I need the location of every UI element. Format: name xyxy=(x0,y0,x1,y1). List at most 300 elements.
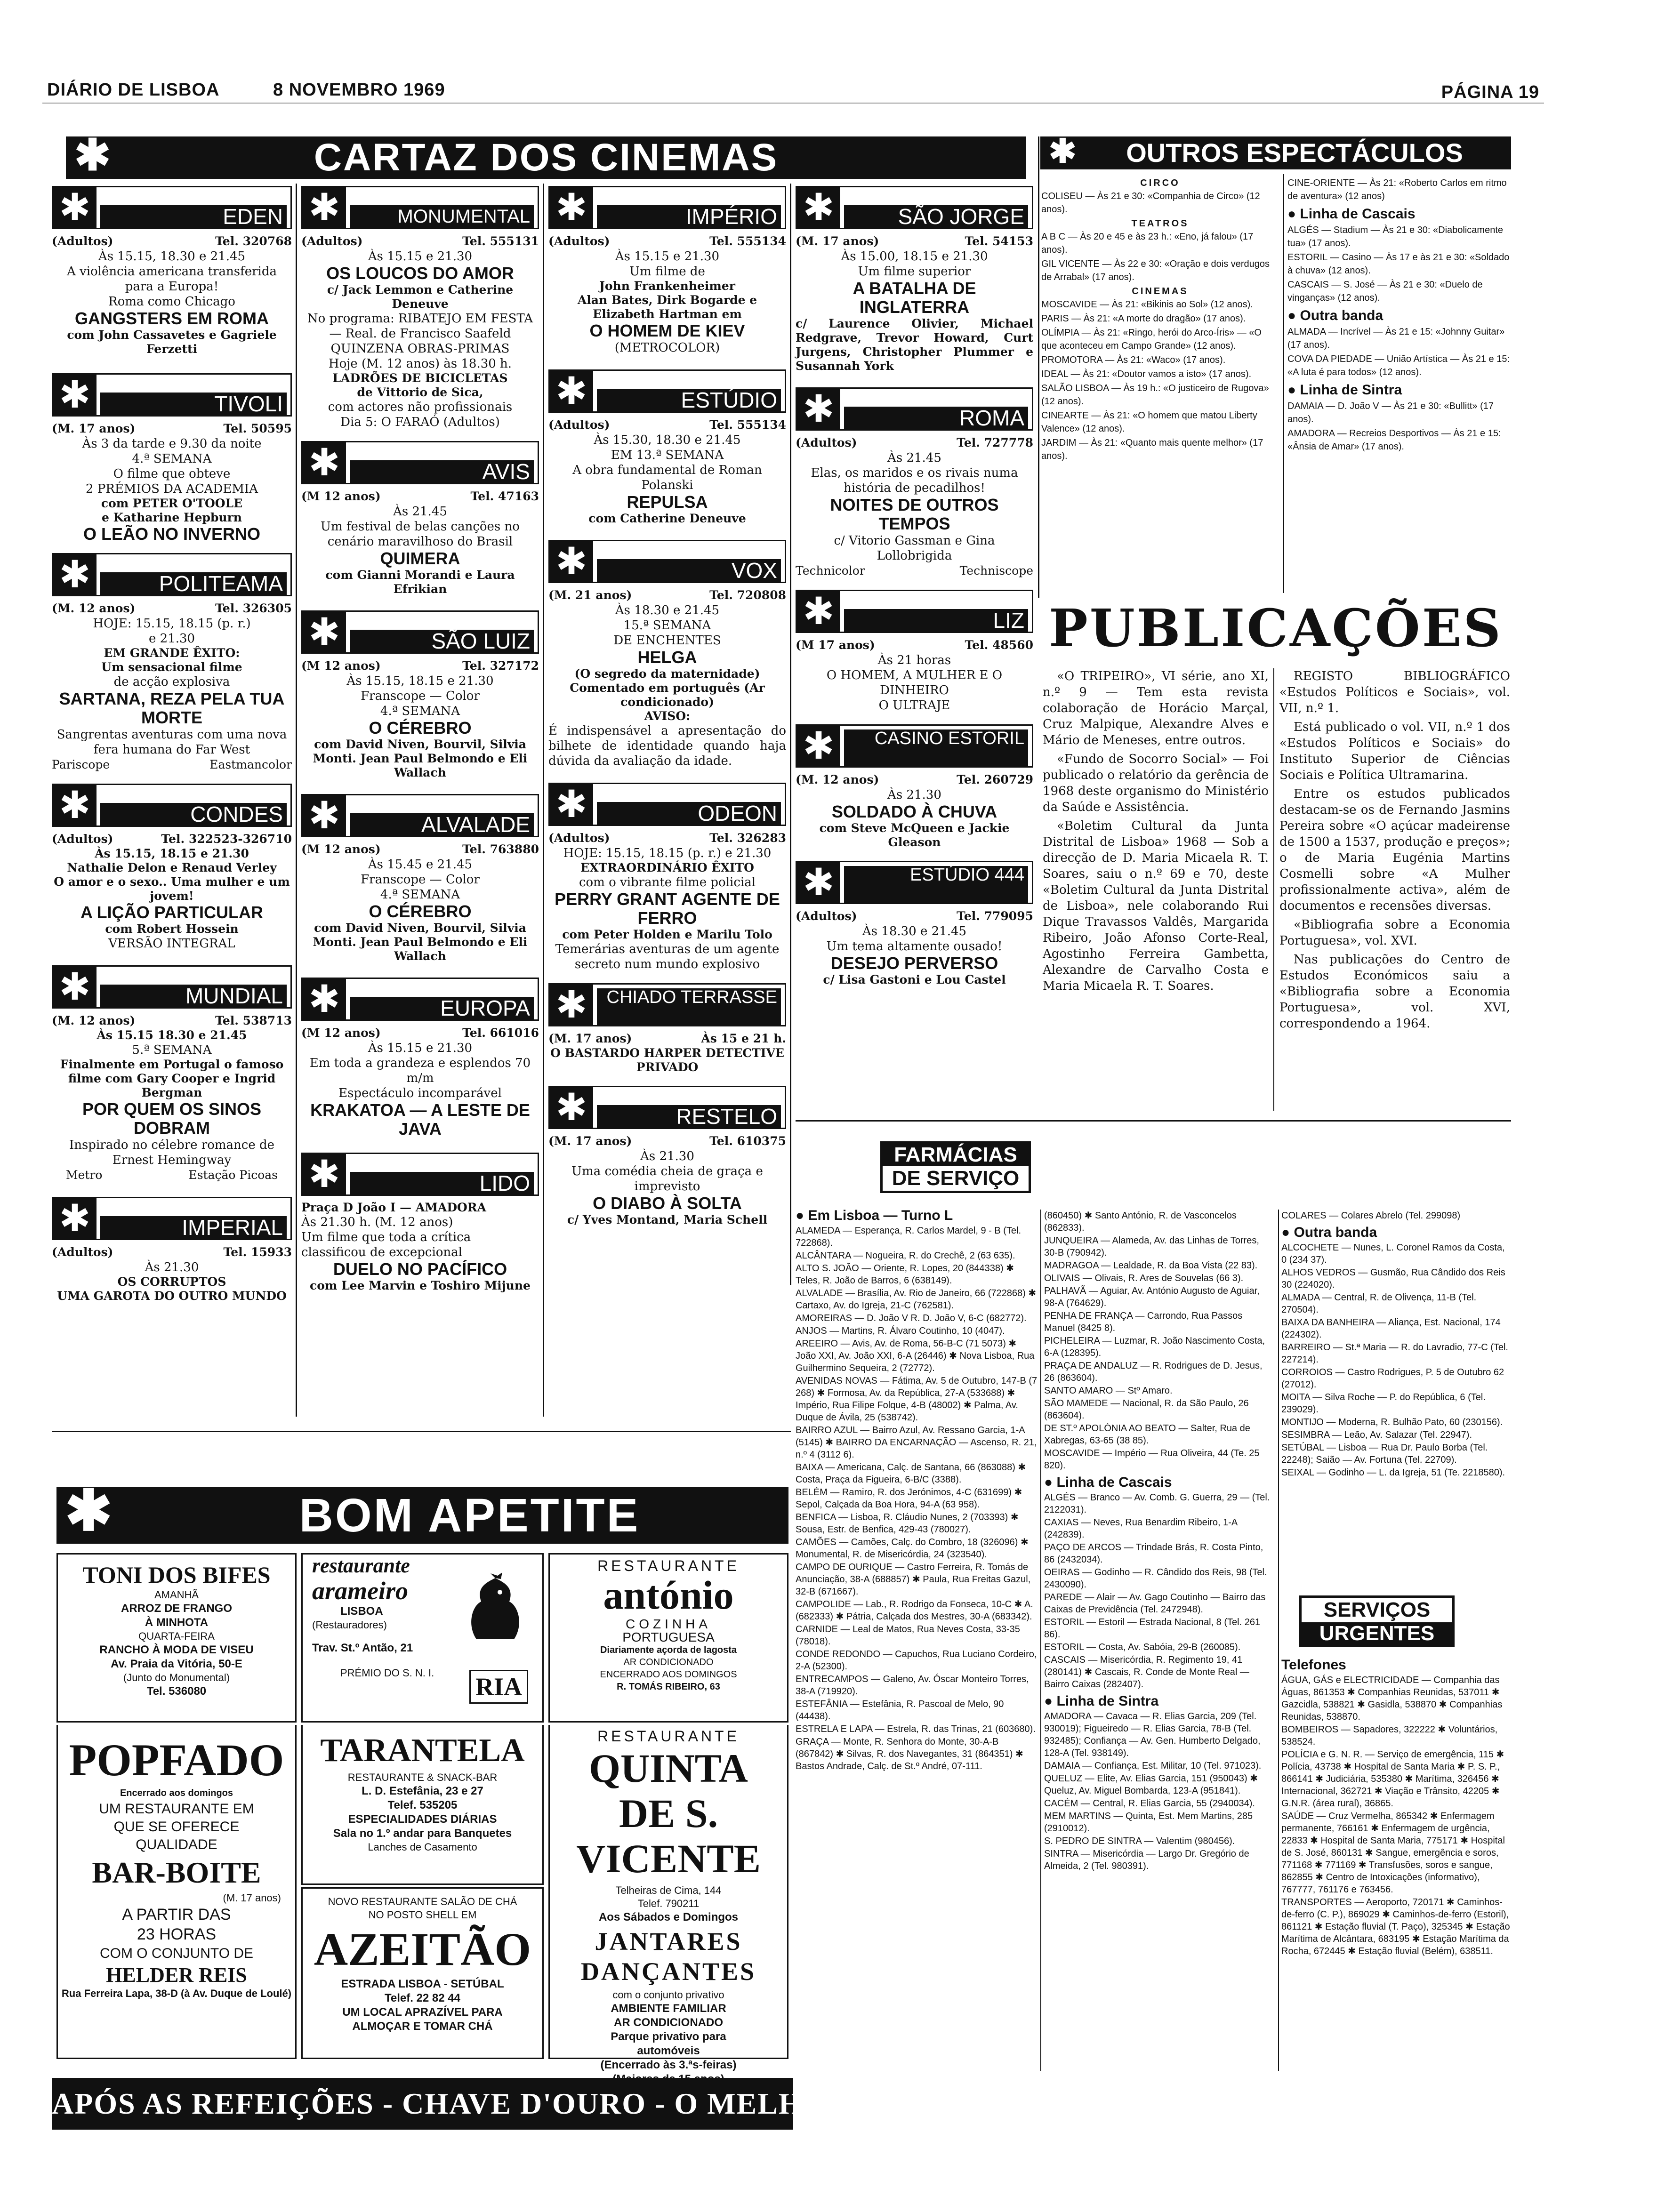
ad-line: ALMOÇAR E TOMAR CHÁ xyxy=(352,2020,493,2033)
pharmacy-entry: MEM MARTINS — Quinta, Est. Mem Martins, 285 (2910012). xyxy=(1044,1811,1253,1834)
showtimes: Às 15 e 21 h. xyxy=(701,1032,786,1045)
showtimes: Às 15.45 e 21.45 xyxy=(368,858,473,872)
star-icon: ✱ xyxy=(303,442,346,483)
rating: (M 12 anos) xyxy=(301,1026,381,1040)
ad-line: RESTAURANTE & SNACK-BAR xyxy=(347,1771,498,1783)
address: Praça D João I — AMADORA xyxy=(301,1201,486,1214)
ad-title: TARANTELA xyxy=(320,1732,525,1769)
publication-item: Entre os estudos publicados destacam-se os de Fernando Jasmins Pereira sobre «O açúcar madeirense de 1500 a 1537, produção e preços»; o de Maria Eugénia Martins Cosmelli sobre «A Mulher profissionalmente activa», além de documentos e recensões diversas. xyxy=(1279,787,1510,913)
blurb: QUINZENA OBRAS-PRIMAS xyxy=(330,342,510,356)
blurb: Um tema altamente ousado! xyxy=(826,939,1003,954)
blurb: Hoje (M. 12 anos) às 18.30 h. xyxy=(328,357,512,371)
film-title: DUELO NO PACÍFICO xyxy=(333,1259,507,1279)
pharmacy-entry: MOSCAVIDE — Império — Rua Oliveira, 44 (Te. 25 820). xyxy=(1044,1448,1260,1471)
ad-quinta-sao-vicente xyxy=(548,1725,788,2071)
pharmacy-entry: ALCÂNTARA — Nogueira, R. do Crechê, 2 (63 635). xyxy=(796,1250,1015,1261)
phone: Tel. 661016 xyxy=(462,1026,539,1040)
publicacoes-column-2 xyxy=(1279,668,1510,1139)
blurb: Um filme superior xyxy=(858,264,971,279)
pharmacy-entry: AMOREIRAS — D. João V R. D. João V, 6-C (682772). xyxy=(796,1313,1027,1323)
listing: AMADORA — Recreios Desportivos — Às 21 e 15: «Ânsia de Amar» (17 anos). xyxy=(1287,428,1501,452)
star-icon: ✱ xyxy=(53,554,97,595)
showtimes: Às 15.30, 18.30 e 21.45 xyxy=(594,433,741,447)
listing: CINE-ORIENTE — Às 21: «Roberto Carlos em ritmo de aventura» (12 anos) xyxy=(1287,178,1507,201)
showtimes: Às 21.30 xyxy=(887,788,941,802)
servicos-heading xyxy=(1299,1595,1455,1647)
section-heading: ● Linha de Cascais xyxy=(1287,208,1511,221)
blurb: Temerárias aventuras de um agente secreto num mundo explosivo xyxy=(555,942,780,971)
blurb: LADRÕES DE BICICLETAS xyxy=(332,371,508,385)
farmacias-heading-line-1: FARMÁCIAS xyxy=(883,1144,1029,1166)
service-entry: POLÍCIA e G. N. R. — Serviço de emergência, 115 ✱ Polícia, 43738 ✱ Hospital de Santa Maria ✱ P. S. P., 866141 ✱ Judiciária, 535380 ✱ Marítima, 326456 ✱ Internacional, 362721 ✱ Viação e Trânsito, 42205 ✱ G.N.R. (área rural), 36865. xyxy=(1281,1749,1504,1809)
cinema-name: ESTÚDIO 444 xyxy=(844,866,1028,903)
star-icon: ✱ xyxy=(303,979,346,1019)
farmacias-heading xyxy=(880,1141,1031,1193)
cast: com John Cassavetes e Gagriele Ferzetti xyxy=(67,328,277,356)
ad-title: TONI DOS BIFES xyxy=(82,1562,271,1588)
section-heading: ● Linha de Sintra xyxy=(1287,384,1511,397)
pharmacy-entry: BENFICA — Lisboa, R. Cláudio Nunes, 2 (703393) ✱ Sousa, Estr. de Benfica, 429-43 (780027). xyxy=(796,1512,1019,1535)
rating: (M. 21 anos) xyxy=(548,588,632,602)
pharmacy-entry: PAÇO DE ARCOS — Trindade Brás, R. Costa Pinto, 86 (2432034). xyxy=(1044,1542,1263,1565)
pharmacy-entry: ESTORIL — Estoril — Estrada Nacional, 8 (Tel. 261 86). xyxy=(1044,1617,1261,1640)
blurb: de Vittorio de Sica, xyxy=(357,385,483,399)
cast: com Gianni Morandi e Laura Efrikian xyxy=(325,568,515,596)
ad-subtitle: BAR-BOITE xyxy=(92,1856,261,1889)
pharmacy-entry: ESTRELA E LAPA — Estrela, R. das Trinas, 21 (603680). xyxy=(796,1724,1036,1734)
director: John Frankenheimer xyxy=(599,279,735,293)
film-title: HELGA xyxy=(637,648,697,667)
ad-line: PRÉMIO DO S. N. I. xyxy=(340,1667,434,1679)
cinema-header-mundial xyxy=(52,965,292,1009)
ad-line: Aos Sábados e Domingos xyxy=(598,1911,739,1923)
blurb: Um sensacional filme xyxy=(101,660,242,674)
ad-line: NOVO RESTAURANTE SALÃO DE CHÁ NO POSTO SHELL EM xyxy=(328,1896,517,1921)
service-entry: BOMBEIROS — Sapadores, 322222 ✱ Voluntários, 538524. xyxy=(1281,1724,1498,1747)
phone: Tel. 15933 xyxy=(223,1245,292,1259)
service-entry: SAÚDE — Cruz Vermelha, 865342 ✱ Enfermagem permanente, 766161 ✱ Enfermagem de urgência, 22833 ✱ Hospital de Santa Maria, 775171 ✱ Hospital de S. José, 860131 ✱ Sangue, emergência e soros, 771168 ✱ 771169 ✱ Transfusões, soros e sangue, 862855 ✱ Centro de Intoxicações (informativo), 767777, 761176 e 763456. xyxy=(1281,1811,1505,1895)
blurb: Roma como Chicago xyxy=(108,295,235,309)
pharmacy-entry: COLARES — Colares Abrelo (Tel. 299098) xyxy=(1281,1210,1461,1221)
cinema-header-politeama xyxy=(52,553,292,596)
phone: Tel. 610375 xyxy=(709,1134,786,1148)
rating: (M. 17 anos) xyxy=(52,422,136,435)
pharmacy-entry: BELÉM — Ramiro, R. dos Jerónimos, 4-C (631699) ✱ Sepol, Calçada da Boa Hora, 94-A (63 958). xyxy=(796,1487,1022,1510)
showtimes: Às 21 horas xyxy=(877,653,951,667)
pharmacy-entry: ALCOCHETE — Nunes, L. Coronel Ramos da Costa, 0 (234 37). xyxy=(1281,1242,1505,1265)
cast: c/ Laurence Olivier, Michael Redgrave, Trevor Howard, Curt Jurgens, Christopher Plummer e Susannah York xyxy=(796,317,1033,373)
cinema-name: MONUMENTAL xyxy=(350,205,534,228)
ad-line: LISBOA xyxy=(340,1605,383,1618)
pharmacy-entry: CONDE REDONDO — Capuchos, Rua Luciano Cordeiro, 2-A (52300). xyxy=(796,1649,1037,1672)
pharmacy-entry: ALGÉS — Branco — Av. Comb. G. Guerra, 29 — (Tel. 2122031). xyxy=(1044,1492,1270,1515)
publicacoes-column-1 xyxy=(1043,668,1269,1139)
listing: ESTORIL — Casino — Às 17 e às 21 e 30: «Soldado à chuva» (12 anos). xyxy=(1287,252,1510,276)
pharmacy-entry: PAREDE — Alair — Av. Gago Coutinho — Bairro das Caixas de Previdência (Tel. 2472948). xyxy=(1044,1592,1266,1615)
cinema-header-europa xyxy=(301,978,539,1021)
blurb: A violência americana transferida para a Europa! xyxy=(66,264,277,294)
listing: COLISEU — Às 21 e 30: «Companhia de Circo» (12 anos). xyxy=(1041,191,1260,215)
star-icon: ✱ xyxy=(303,1154,346,1194)
ad-line: Av. Praia da Vitória, 50-E xyxy=(111,1658,242,1670)
star-icon: ✱ xyxy=(550,985,593,1025)
pharmacy-entry: CORROIOS — Castro Rodrigues, P. 5 de Outubro 62 (27012). xyxy=(1281,1367,1504,1390)
phone: Tel. 326305 xyxy=(215,601,292,615)
section-heading: CIRCO xyxy=(1140,178,1180,188)
cinema-name: IMPERIAL xyxy=(100,1216,287,1239)
rating: (M 12 anos) xyxy=(301,659,381,673)
service-entry: TRANSPORTES — Aeroporto, 720171 ✱ Caminhos-de-ferro (C. P.), 869029 ✱ Caminhos-de-ferro (Estoril), 861121 ✱ Estação fluvial (T. Paço), 325345 ✱ Estação Marítima de Alcântara, 683195 ✱ Estação Marítima da Rocha, 672445 ✱ Estação fluvial (Belém), 638511. xyxy=(1281,1897,1510,1956)
ad-popfado xyxy=(56,1725,297,2059)
outros-column-2 xyxy=(1287,176,1511,591)
cinema-name: VOX xyxy=(597,559,781,582)
star-icon: ✱ xyxy=(797,862,840,903)
film-title: OS LOUCOS DO AMOR xyxy=(326,264,514,283)
ad-line: Diariamente açorda de lagosta xyxy=(600,1645,737,1655)
section-heading: Telefones xyxy=(1281,1657,1346,1673)
cinema-header-vox xyxy=(548,540,786,583)
ad-line: QUALIDADE xyxy=(136,1837,217,1852)
star-icon: ✱ xyxy=(1049,133,1077,169)
blurb: 2 PRÉMIOS DA ACADEMIA xyxy=(86,482,258,496)
star-icon: ✱ xyxy=(53,967,97,1007)
phone: Tel. 50595 xyxy=(223,422,292,435)
pharmacy-entry: CASCAIS — Misericórdia, R. Regimento 19, 41 (280141) ✱ Cascais, R. Conde de Monte Real — Bairro Caixas (282407). xyxy=(1044,1655,1249,1690)
listing: PROMOTORA — Às 21: «Waco» (17 anos). xyxy=(1041,355,1226,365)
farmacias-heading-line-2: DE SERVIÇO xyxy=(892,1167,1020,1190)
pharmacy-entry: JUNQUEIRA — Alameda, Av. das Linhas de Torres, 30-B (790942). xyxy=(1044,1235,1259,1258)
rating: (Adultos) xyxy=(301,234,363,248)
blurb: Dia 5: O FARAÓ (Adultos) xyxy=(340,415,500,429)
pharmacy-entry: S. PEDRO DE SINTRA — Valentim (980456). xyxy=(1044,1836,1235,1846)
star-icon: ✱ xyxy=(550,541,593,582)
ad-line: Telef. 22 82 44 xyxy=(385,1992,460,2004)
film-title: NOITES DE OUTROS TEMPOS xyxy=(830,495,999,533)
footer-banner xyxy=(52,2078,944,2130)
film-title: SARTANA, REZA PELA TUA MORTE xyxy=(59,689,285,727)
ad-toni-dos-bifes xyxy=(56,1553,297,1723)
showtimes: Às 15.15, 18.15 e 21.30 xyxy=(346,674,494,688)
ad-line: COZINHA xyxy=(626,1617,711,1631)
cinema-header-eden xyxy=(52,186,292,229)
ad-title: arameiro xyxy=(312,1577,409,1605)
cinema-name: IMPÉRIO xyxy=(597,205,781,228)
ad-line: UM RESTAURANTE EM xyxy=(99,1801,254,1817)
cinema-header-liz xyxy=(796,590,1033,633)
cinema-name: CHIADO TERRASSE xyxy=(597,988,781,1025)
ad-antonio xyxy=(548,1553,788,1723)
ad-line: RANCHO À MODA DE VISEU xyxy=(99,1643,254,1656)
publicacoes-title: PUBLICAÇÕES xyxy=(1049,598,1503,658)
film-title: O HOMEM DE KIEV xyxy=(589,321,745,340)
star-icon: ✱ xyxy=(550,187,593,228)
phone: Tel. 763880 xyxy=(462,842,539,856)
rating: (M. 12 anos) xyxy=(52,601,136,615)
cast: com Steve McQueen e Jackie Gleason xyxy=(819,821,1010,849)
star-icon: ✱ xyxy=(797,726,840,766)
blurb: HOJE: 15.15, 18.15 (p. r.) xyxy=(93,617,251,631)
ad-line: ARROZ DE FRANGO xyxy=(121,1602,232,1615)
pharmacy-entry: PICHELEIRA — Luzmar, R. João Nascimento Costa, 6-A (128395). xyxy=(1044,1336,1265,1358)
ad-title: antónio xyxy=(603,1572,734,1618)
ad-brand: RIA xyxy=(469,1670,528,1704)
film-title: O ULTRAJE xyxy=(878,698,950,713)
cinema-name: ODEON xyxy=(597,802,781,825)
pharmacy-entry: SINTRA — Misericórdia — Largo Dr. Gregório de Almeida, 2 (Tel. 980391). xyxy=(1044,1849,1249,1871)
section-heading: ● Linha de Sintra xyxy=(1044,1695,1275,1707)
ad-line: AMBIENTE FAMILIAR xyxy=(611,2002,726,2015)
ad-line: À MINHOTA xyxy=(145,1616,209,1629)
ad-heading: RESTAURANTE xyxy=(597,1728,740,1745)
pharmacy-entry: CACÉM — Central, R. Elias Garcia, 55 (2940034). xyxy=(1044,1798,1255,1809)
phone: Tel. 555134 xyxy=(709,418,786,432)
rating: (M 17 anos) xyxy=(796,638,875,652)
rating: (M. 17 anos) xyxy=(548,1032,632,1045)
cinema-column-3 xyxy=(548,186,786,1287)
page-number: PÁGINA 19 xyxy=(1441,82,1539,102)
blurb: Franscope — Color xyxy=(361,873,480,887)
ad-line: COM O CONJUNTO DE xyxy=(99,1946,254,1961)
rating: (M. 12 anos) xyxy=(796,773,879,786)
cinema-column-4 xyxy=(796,186,1033,1080)
pharmacy-entry: DAMAIA — Confiança, Est. Militar, 10 (Tel. 971023). xyxy=(1044,1761,1262,1771)
pharmacy-entry: ANJOS — Martins, R. Álvaro Coutinho, 10 (4047). xyxy=(796,1326,1005,1336)
pharmacy-entry: QUELUZ — Elite, Av. Elias Garcia, 151 (950043) ✱ Queluz, Av. Miguel Bombarda, 123-A (951841). xyxy=(1044,1773,1258,1796)
phone: Tel. 48560 xyxy=(965,638,1033,652)
ad-heading: RESTAURANTE xyxy=(597,1557,740,1574)
pharmacy-entry: OLIVAIS — Olivais, R. Ares de Souvelas (66 3). xyxy=(1044,1273,1244,1283)
cinema-name: EDEN xyxy=(100,205,287,228)
phone: Tel. 779095 xyxy=(957,909,1033,923)
publication-item: REGISTO BIBLIOGRÁFICO «Estudos Políticos e Sociais», vol. VII, n.º 1. xyxy=(1279,669,1510,715)
blurb: Inspirado no célebre romance de Ernest Hemingway xyxy=(69,1138,275,1167)
servicos-heading-line-1: SERVIÇOS xyxy=(1323,1598,1431,1621)
blurb: Um filme que toda a crítica classificou de excepcional xyxy=(301,1230,471,1259)
pharmacy-entry: MADRAGOA — Lealdade, R. da Boa Vista (22 83). xyxy=(1044,1260,1258,1271)
pharmacy-entry: OEIRAS — Godinho — R. Cândido dos Reis, 98 (Tel. 2430090). xyxy=(1044,1567,1267,1590)
format: Eastmancolor xyxy=(209,758,292,771)
cinema-header-restelo xyxy=(548,1086,786,1129)
pharmacy-entry: BAIRRO AZUL — Bairro Azul, Av. Ressano Garcia, 1-A (5145) ✱ BAIRRO DA ENCARNAÇÃO — Ascenso, R. 21, n.º 4 (3112 6). xyxy=(796,1425,1037,1460)
footer-slogan: APÓS AS REFEIÇÕES - CHAVE D'OURO - O MELHOR CAFÉ xyxy=(52,2087,944,2120)
cast: e Katharine Hepburn xyxy=(102,511,242,524)
blurb: (O segredo da maternidade) Comentado em português (Ar condicionado) xyxy=(570,667,765,709)
ad-line: Encerrado aos domingos xyxy=(120,1788,233,1798)
rating: (M 12 anos) xyxy=(301,489,381,503)
rating: (Adultos) xyxy=(548,831,610,845)
showtimes: Às 15.15 e 21.30 xyxy=(615,249,720,264)
cinema-name: SÃO JORGE xyxy=(844,205,1028,228)
film-title: A LIÇÃO PARTICULAR xyxy=(80,903,263,922)
cinema-header-estudio444 xyxy=(796,861,1033,904)
blurb: Espectáculo incomparável xyxy=(338,1086,502,1100)
rating: (Adultos) xyxy=(796,909,857,923)
listing: JARDIM — Às 21: «Quanto mais quente melhor» (17 anos). xyxy=(1041,438,1263,461)
pharmacy-entry: ALVALADE — Brasília, Av. Rio de Janeiro, 66 (722868) ✱ Cartaxo, Av. do Igreja, 21-C (762581). xyxy=(796,1288,1037,1311)
film-title: O DIABO À SOLTA xyxy=(593,1194,742,1213)
film-title: SOLDADO À CHUVA xyxy=(831,802,997,821)
showtimes: Às 21.30 h. (M. 12 anos) xyxy=(301,1215,453,1229)
cinema-name: MUNDIAL xyxy=(100,985,287,1007)
cinema-header-imperio xyxy=(548,186,786,229)
ad-line: Telef. 790211 xyxy=(637,1898,700,1909)
issue-date: 8 NOVEMBRO 1969 xyxy=(273,80,445,100)
phone: Tel. 47163 xyxy=(470,489,539,503)
pharmacy-entry: DE ST.º APOLÓNIA AO BEATO — Salter, Rua de Xabregas, 63-65 (38 85). xyxy=(1044,1423,1250,1446)
format: Technicolor xyxy=(796,564,865,577)
pharmacy-entry: ALTO S. JOÃO — Oriente, R. Lopes, 20 (844338) ✱ Teles, R. João de Barros, 6 (638149). xyxy=(796,1263,1014,1286)
star-icon: ✱ xyxy=(550,1087,593,1128)
star-icon: ✱ xyxy=(550,371,593,411)
ad-line: A PARTIR DAS xyxy=(122,1906,231,1923)
blurb: de acção explosiva xyxy=(113,675,230,689)
film-title: O HOMEM, A MULHER E O DINHEIRO xyxy=(826,668,1003,697)
blurb: 4.ª SEMANA xyxy=(380,704,460,718)
blurb: Às 3 da tarde e 9.30 da noite xyxy=(82,437,262,451)
blurb: EM GRANDE ÊXITO: xyxy=(104,646,240,660)
section-heading: ● Linha de Cascais xyxy=(1044,1476,1275,1489)
publication-item: «Bibliografia sobre a Economia Portuguesa», vol. XVI. xyxy=(1279,918,1510,948)
cast: Alan Bates, Dirk Bogarde e Elizabeth Hartman em xyxy=(577,293,757,321)
cast: c/ Lisa Gastoni e Lou Castel xyxy=(823,973,1006,986)
film-title: POR QUEM OS SINOS DOBRAM xyxy=(82,1099,262,1138)
location: Metro xyxy=(66,1168,103,1182)
pharmacy-entry: CAMPOLIDE — Lab., R. Rodrigo da Fonseca, 10-C ✱ A. (682333) ✱ Pátria, Calçada dos Mestres, 30-A (683342). xyxy=(796,1599,1033,1622)
cinema-header-saojorge xyxy=(796,186,1033,229)
ad-line: (Restauradores) xyxy=(312,1619,387,1631)
cinema-header-estoril xyxy=(796,724,1033,768)
phone: Tel. 260729 xyxy=(957,773,1033,786)
cast: c/ Yves Montand, Maria Schell xyxy=(567,1213,768,1226)
showtimes: Às 15.00, 18.15 e 21.30 xyxy=(841,249,988,264)
film-title: O BASTARDO HARPER DETECTIVE PRIVADO xyxy=(550,1046,784,1074)
ad-line: Telheiras de Cima, 144 xyxy=(615,1884,722,1896)
cinema-column-1 xyxy=(52,186,292,1419)
showtimes: Às 15.15 e 21.30 xyxy=(368,249,473,264)
ad-line: ENCERRADO AOS DOMINGOS xyxy=(600,1669,737,1680)
showtimes: Às 21.30 xyxy=(145,1260,199,1274)
blurb: 4.ª SEMANA xyxy=(380,888,460,902)
star-icon: ✱ xyxy=(797,389,840,429)
pharmacy-entry: CAXIAS — Neves, Rua Benardim Ribeiro, 1-A (242839). xyxy=(1044,1517,1238,1540)
outros-title: OUTROS ESPECTÁCULOS xyxy=(1126,138,1463,168)
cinema-column-2 xyxy=(301,186,539,1419)
service-entry: ÁGUA, GÁS e ELECTRICIDADE — Companhia das Águas, 861353 ✱ Companhias Reunidas, 537011 ✱ Gazcidla, 538821 ✱ Gasidla, 538870 ✱ Companhias Reunidas, 538870. xyxy=(1281,1675,1503,1722)
blurb: Finalmente em Portugal o famoso filme com Gary Cooper e Ingrid Bergman xyxy=(60,1058,284,1099)
ad-line: PORTUGUESA xyxy=(622,1630,715,1644)
film-title: KRAKATOA — A LESTE DE JAVA xyxy=(310,1100,530,1138)
cinema-name: ALVALADE xyxy=(350,813,534,836)
listing: CINEARTE — Às 21: «O homem que matou Liberty Valence» (12 anos). xyxy=(1041,410,1257,434)
pharmacy-entry: ALAMEDA — Esperança, R. Carlos Mardel, 9 - B (Tel. 722868). xyxy=(796,1226,1022,1248)
ad-title: restaurante xyxy=(312,1554,410,1577)
pharmacy-entry: ESTEFÂNIA — Estefânia, R. Pascoal de Melo, 90 (44438). xyxy=(796,1699,1004,1722)
pharmacy-entry: SÃO MAMEDE — Nacional, R. da São Paulo, 26 (863604). xyxy=(1044,1398,1249,1421)
pharmacy-entry: CAMPO DE OURIQUE — Castro Ferreira, R. Tomás de Anunciação, 38-A (688857) ✱ Paula, Rua Freitas Gazul, 32-B (671667). xyxy=(796,1562,1031,1597)
star-icon: ✱ xyxy=(53,187,97,228)
cinema-name: TIVOLI xyxy=(100,393,287,415)
cinema-name: RESTELO xyxy=(597,1105,781,1128)
cinema-header-odeon xyxy=(548,783,786,826)
blurb: O amor e o sexo.. Uma mulher e um jovem! xyxy=(54,875,290,903)
blurb: 5.ª SEMANA xyxy=(132,1043,212,1057)
ad-line: com o conjunto privativo xyxy=(612,1989,724,2001)
blurb: EXTRAORDINÁRIO ÊXITO xyxy=(580,861,754,874)
cinema-header-avis xyxy=(301,441,539,484)
cinema-name: CONDES xyxy=(100,803,287,825)
showtimes: Às 21.30 xyxy=(640,1149,694,1163)
blurb: O filme que obteve xyxy=(113,467,231,481)
cinema-name: AVIS xyxy=(350,460,534,483)
listing: GIL VICENTE — Às 22 e 30: «Oração e dois verdugos de Arrabal» (17 anos). xyxy=(1041,259,1270,282)
farmacias-column-1 xyxy=(796,1210,1038,2071)
ad-line: AR CONDICIONADO xyxy=(614,2016,723,2029)
ad-line: Telef. 535205 xyxy=(387,1799,458,1811)
cinema-name: ROMA xyxy=(844,407,1028,429)
cinema-name: POLITEAMA xyxy=(100,572,287,595)
cinema-header-alvalade xyxy=(301,794,539,837)
ad-address: Trav. St.º Antão, 21 xyxy=(312,1642,413,1654)
section-heading: ● Em Lisboa — Turno L xyxy=(796,1210,1038,1222)
phone: Tel. 555131 xyxy=(462,234,539,248)
blurb: DE ENCHENTES xyxy=(613,633,721,648)
cinema-name: CASINO ESTORIL xyxy=(844,729,1028,766)
pharmacy-entry: CARNIDE — Leal de Matos, Rua Neves Costa, 33-35 (78018). xyxy=(796,1624,1020,1647)
cinema-header-monumental xyxy=(301,186,539,229)
cast: c/ Vitorio Gassman e Gina Lollobrigida xyxy=(834,534,995,563)
showtimes: HOJE: 15.15, 18.15 (p. r.) e 21.30 xyxy=(563,846,772,860)
pharmacy-entry: CAMÕES — Camões, Calç. do Combro, 18 (326096) ✱ Monumental, R. de Misericórdia, 24 (323540). xyxy=(796,1537,1029,1560)
phone: Tel. 326283 xyxy=(709,831,786,845)
section-heading: ● Outra banda xyxy=(1287,309,1511,322)
cinema-header-imperial xyxy=(52,1197,292,1240)
listing: COVA DA PIEDADE — União Artística — Às 21 e 15: «A luta é para todos» (12 anos). xyxy=(1287,354,1510,377)
ad-line: L. D. Estefânia, 23 e 27 xyxy=(362,1785,483,1797)
bom-apetite-banner xyxy=(56,1479,788,1544)
ad-line: QUE SE OFERECE xyxy=(113,1819,240,1835)
ad-band: HELDER REIS xyxy=(106,1964,247,1987)
ad-address: R. TOMÁS RIBEIRO, 63 xyxy=(617,1682,720,1692)
ad-line: ESPECIALIDADES DIÁRIAS xyxy=(348,1813,497,1826)
blurb: e 21.30 xyxy=(148,632,195,646)
film-title: OS CORRUPTOS xyxy=(117,1275,226,1289)
film-title: O LEÃO NO INVERNO xyxy=(83,524,261,544)
star-icon: ✱ xyxy=(797,591,840,632)
note: VERSÃO INTEGRAL xyxy=(108,937,235,951)
ad-rating: (M. 17 anos) xyxy=(223,1892,281,1904)
notice-text: É indispensável a apresentação do bilhete de identidade quando haja dúvida da avaliação da idade. xyxy=(548,724,786,768)
publication-item: Nas publicações do Centro de Estudos Económicos saiu a «Bibliografia sobre a Economia Portuguesa», vol. XVI, correspondendo a 1964. xyxy=(1279,953,1510,1031)
cast: com David Niven, Bourvil, Silvia Monti. Jean Paul Belmondo e Eli Wallach xyxy=(313,921,528,963)
listing: PARIS — Às 21: «A morte do dragão» (17 anos). xyxy=(1041,313,1246,324)
listing: CASCAIS — S. José — Às 21 e 30: «Duelo de vinganças» (12 anos). xyxy=(1287,280,1483,303)
blurb: Uma comédia cheia de graça e imprevisto xyxy=(571,1164,763,1194)
cinema-header-estudio xyxy=(548,369,786,413)
rating: (Adultos) xyxy=(796,436,857,449)
star-icon: ✱ xyxy=(53,375,97,415)
outros-column-1 xyxy=(1041,176,1279,591)
pharmacy-entry: BAIXA — Americana, Calç. de Santana, 66 (863088) ✱ Costa, Praça da Figueira, 6-B/C (3388). xyxy=(796,1462,1026,1485)
pharmacy-entry: GRAÇA — Monte, R. Senhora do Monte, 30-A-B (867842) ✱ Silvas, R. dos Navegantes, 31 (864351) ✱ Bastos Andrade, Calç. de St.º André, 07-111. xyxy=(796,1737,1023,1771)
cast: com Robert Hossein xyxy=(105,922,239,936)
phone: Tel. 555134 xyxy=(709,234,786,248)
outros-banner xyxy=(1040,133,1511,169)
phone: Tel. 322523-326710 xyxy=(161,832,292,846)
ad-title: AZEITÃO xyxy=(314,1923,531,1975)
ad-title: QUINTA DE S. VICENTE xyxy=(576,1746,761,1881)
star-icon: ✱ xyxy=(53,1198,97,1239)
cinema-name: LIZ xyxy=(844,609,1028,632)
